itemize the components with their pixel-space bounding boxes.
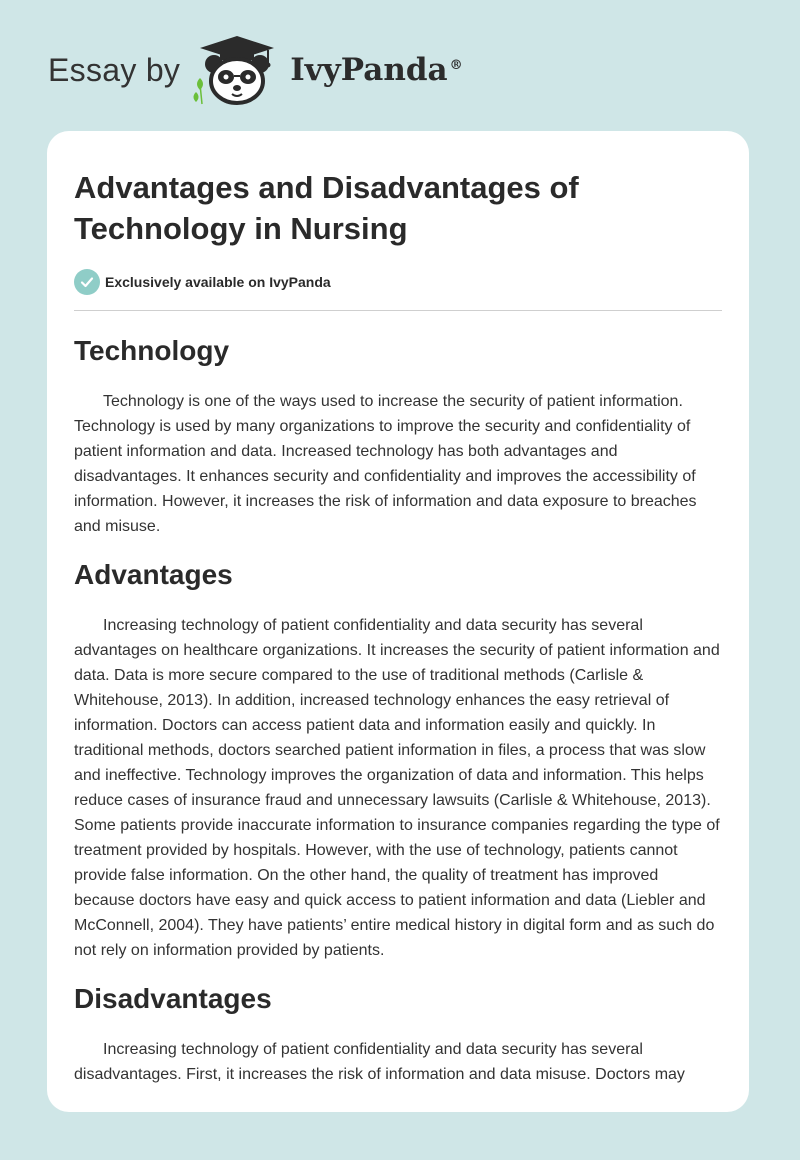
- essay-title: Advantages and Disadvantages of Technology in Nursing: [74, 170, 579, 246]
- panda-mascot-icon: [190, 34, 284, 106]
- section-heading-advantages: Advantages: [74, 559, 233, 590]
- logo-brand-name: [290, 52, 462, 88]
- logo-brand-text: IvyPanda: [290, 52, 448, 88]
- section-heading-disadvantages: Disadvantages: [74, 983, 272, 1014]
- section-heading-technology: Technology: [74, 335, 230, 366]
- essay-card: [47, 131, 749, 1112]
- checkmark-icon: [80, 275, 94, 289]
- essay-content: [47, 131, 749, 1087]
- title-divider: [74, 310, 722, 311]
- section-paragraph-advantages: Increasing technology of patient confidentiality and data security has several advantages on healthcare organizations. It increases the security of patient information and data. Data is more secure compared to the use of traditional methods (Carlisle & Whitehouse, 2013). In addition, increased technology enhances the easy retrieval of information. Doctors can access patient data and information easily and quickly. In traditional methods, doctors searched patient information in files, a process that was slow and ineffective. Technology improves the organization of data and information. This helps reduce cases of insurance fraud and unnecessary lawsuits (Carlisle & Whitehouse, 2013). Some patients provide inaccurate information to insurance companies regarding the type of treatment provided by hospitals. However, with the use of technology, patients cannot provide false information. On the other hand, the quality of treatment has improved because doctors have easy and quick access to patient information and data (Liebler and McConnell, 2004). They have patients’ entire medical history in digital form and as such do not rely on information provided by patients.: [74, 617, 720, 959]
- section-paragraph-technology: Technology is one of the ways used to increase the security of patient information. Technology is used by many organizations to improve the security and confidentiality of patient information and data. Increased technology has both advantages and disadvantages. It enhances security and confidentiality and improves the accessibility of information. However, it increases the risk of information and data exposure to breaches and misuse.: [74, 393, 697, 535]
- exclusive-label: Exclusively available on IvyPanda: [105, 274, 331, 290]
- exclusive-badge: [74, 269, 722, 295]
- section-paragraph-disadvantages: Increasing technology of patient confidentiality and data security has several disadvantages. First, it increases the risk of information and data misuse. Doctors may: [74, 1041, 685, 1083]
- site-header: [0, 0, 800, 130]
- ivypanda-logo[interactable]: [48, 34, 463, 106]
- logo-essay-by: Essay by: [48, 51, 181, 88]
- check-circle-icon: [74, 269, 100, 295]
- registered-mark: ®: [449, 57, 463, 73]
